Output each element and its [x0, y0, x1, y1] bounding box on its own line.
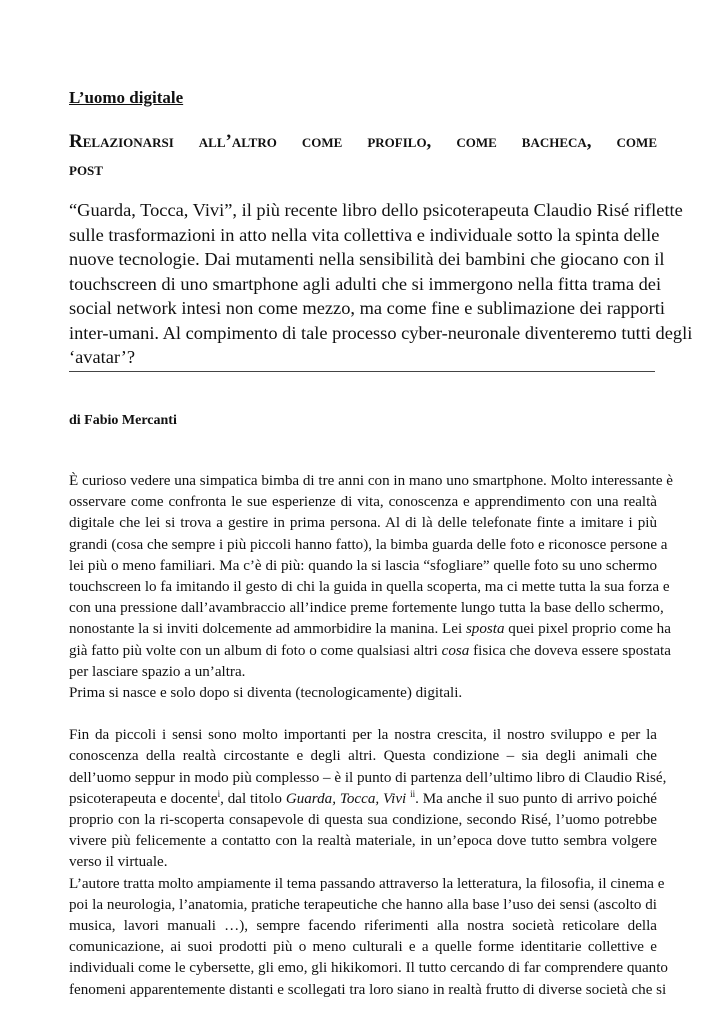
body-line: grandi (cosa che sempre i più piccoli hanno fatto), la bimba guarda delle foto e riconosce persone a [69, 536, 668, 553]
endnote-ref-i[interactable]: i [217, 788, 221, 799]
body-line: È curioso vedere una simpatica bimba di tre anni con in mano uno smartphone. Molto interessante è [69, 473, 674, 489]
body-line: individuali come le cybersette, gli emo, gli hikikomori. Il tutto cercando di far comprendere quanto [69, 960, 668, 977]
intro-line: social network intesi non come mezzo, ma come fine e sublimazione dei rapporti [69, 298, 665, 318]
body-line: musica, lavori manuali …), sempre facendo riferimenti alla nostra società reticolare della [69, 918, 657, 935]
article-body [69, 471, 674, 1001]
intro-line: nuove tecnologie. Dai mutamenti nella sensibilità dei bambini che giocano con il [69, 249, 665, 269]
body-line: poi la neurologia, l’anatomia, pratiche terapeutiche che hanno alla base l’uso dei sensi (ascolto di [69, 896, 657, 913]
body-line: con una pressione dall’avambraccio all’indice preme fortemente lungo tutta la base dello schermo, [69, 600, 664, 617]
subtitle-line: post [69, 159, 103, 180]
text-run: nonostante la si inviti dolcemente ad ammorbidire la manina. Lei [69, 621, 466, 638]
emphasis-sposta: sposta [465, 621, 505, 638]
body-line: proprio con la ri-scoperta consapevole di questa sua condizione, secondo Risé, l’uomo potrebbe [69, 812, 657, 829]
body-line: comunicazione, ai suoi prodotti più o meno culturali e a quelle forme identitarie collettive e [69, 939, 657, 956]
body-line: vivere più felicemente a contatto con la realtà materiale, in un’epoca dove tutto sembra volgere [69, 833, 657, 850]
text-run: . Ma anche il suo punto di arrivo poiché [415, 790, 657, 807]
body-paragraph [69, 874, 668, 1001]
intro-line: “Guarda, Tocca, Vivi”, il più recente libro dello psicoterapeuta Claudio Risé riflette [69, 200, 683, 220]
body-line: digitale che lei si trova a gestire in prima persona. Al di là delle telefonate finte a imitare i più [69, 515, 657, 532]
body-line [69, 641, 671, 662]
subtitle-line: Relazionarsi all’altro come profilo, come bacheca, come [69, 131, 657, 152]
body-line: lei più o meno familiari. Ma c’è di più: quando la si lascia “sfogliare” quelle foto su uno schermo [69, 557, 657, 574]
author-byline: di Fabio Mercanti [69, 413, 177, 428]
body-line: Prima si nasce e solo dopo si diventa (tecnologicamente) digitali. [69, 685, 463, 702]
intro-line: sulle trasformazioni in atto nella vita collettiva e individuale sotto la spinta delle [69, 224, 660, 245]
endnote-ref-ii[interactable]: ii [410, 788, 416, 799]
intro-line: touchscreen di uno smartphone agli adulti che si immergono nella fitta trama dei [69, 273, 662, 294]
article-subtitle [69, 128, 657, 184]
text-run: già fatto più volte con un album di foto o come qualsiasi altri [69, 642, 442, 659]
body-line [69, 619, 671, 640]
article-intro [69, 198, 693, 370]
text-run: , dal titolo [220, 790, 286, 807]
text-run: quei pixel proprio come ha [504, 621, 671, 638]
emphasis-cosa: cosa [441, 642, 470, 659]
body-paragraph [69, 725, 667, 873]
text-run: fisica che doveva essere spostata [469, 642, 671, 659]
body-line: fenomeni apparentemente distanti e scollegati tra loro siano in realtà frutto di diverse società che si [69, 981, 667, 998]
intro-line: ‘avatar’? [69, 347, 136, 367]
body-line: per lasciare spazio a un’altra. [69, 663, 246, 680]
article-title: L’uomo digitale [69, 88, 184, 107]
intro-line: inter-umani. Al compimento di tale processo cyber-neuronale diventeremo tutti degli [69, 322, 693, 343]
body-line: Fin da piccoli i sensi sono molto importanti per la nostra crescita, il nostro sviluppo e per la [69, 727, 657, 744]
paragraph-gap [69, 704, 657, 725]
body-line: L’autore tratta molto ampiamente il tema passando attraverso la letteratura, la filosofia, il cinema e [69, 875, 665, 892]
body-paragraph [69, 471, 674, 704]
body-line: osservare come confronta le sue esperienze di vita, conoscenza e apprendimento con una realtà [69, 494, 657, 511]
body-line: verso il virtuale. [69, 854, 168, 871]
book-title: Guarda, Tocca, Vivi [285, 790, 411, 807]
text-run: psicoterapeuta e docente [69, 790, 218, 807]
horizontal-rule [69, 371, 655, 372]
body-line [69, 789, 657, 810]
body-line: touchscreen lo fa imitando il gesto di chi la guida in quella scoperta, ma ci mette tutta la sua forza e [69, 579, 670, 596]
body-line: dell’uomo seppur in modo più complesso – è il punto di partenza dell’ultimo libro di Claudio Risé, [69, 769, 667, 786]
body-line: conoscenza della realtà circostante e degli altri. Questa condizione – sia degli animali che [69, 748, 657, 765]
